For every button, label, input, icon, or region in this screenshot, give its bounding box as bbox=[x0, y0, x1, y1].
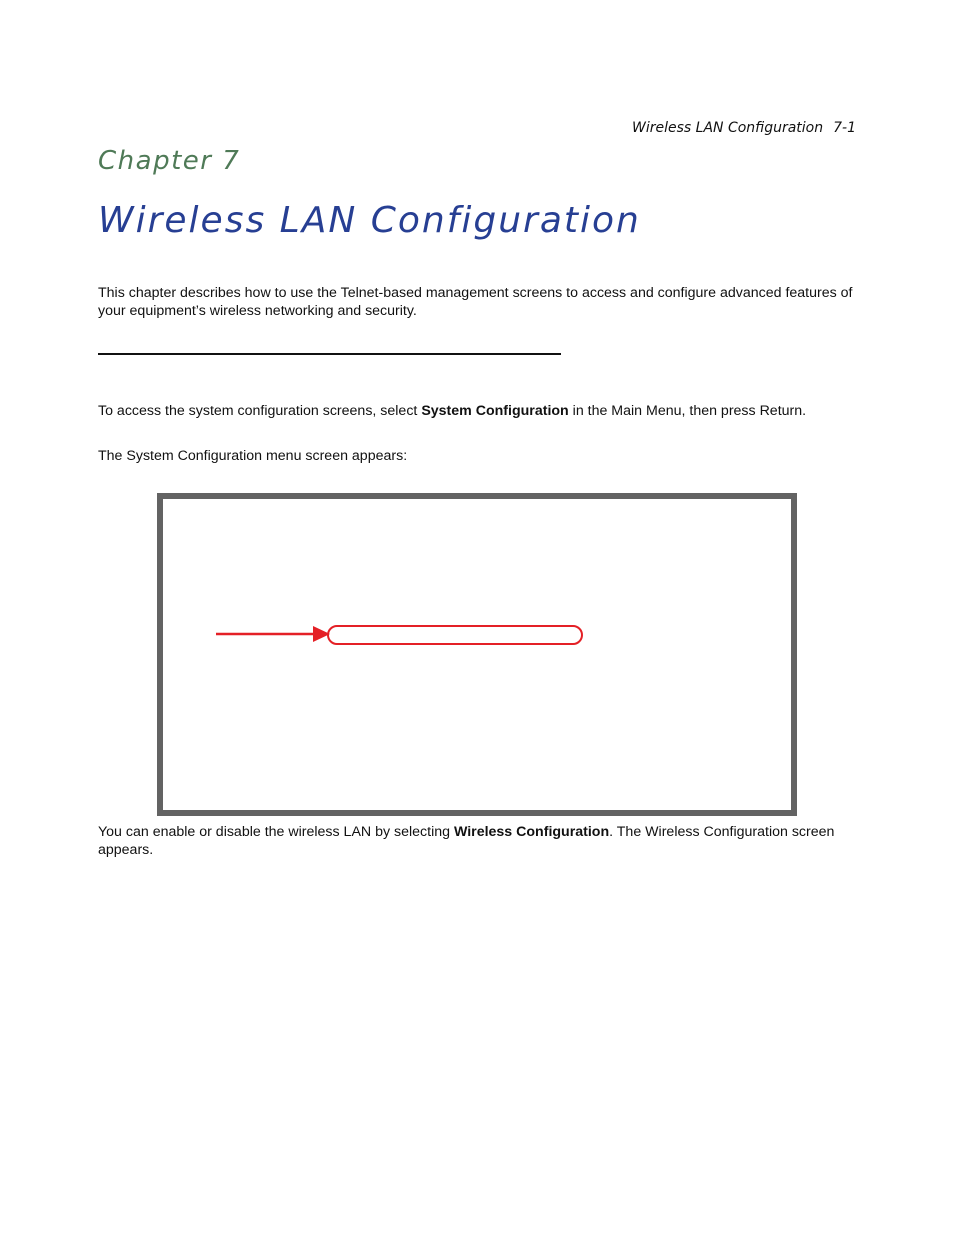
system-configuration-screen-figure bbox=[157, 493, 797, 816]
enable-text-end: . The Wireless Configuration screen appears. bbox=[98, 824, 835, 858]
menu-item-highlight bbox=[327, 625, 583, 645]
intro-paragraph: This chapter describes how to use the Telnet-based management screens to access and configure advanced features of your equipment’s wireless networking and security. bbox=[98, 285, 853, 319]
access-text-start: To access the system configuration screens, select bbox=[98, 403, 422, 419]
chapter-label: Chapter 7 bbox=[98, 146, 241, 176]
callout-arrow-icon bbox=[163, 499, 791, 810]
wireless-configuration-term: Wireless Configuration bbox=[453, 824, 610, 840]
enable-text-start: You can enable or disable the wireless LAN by selecting bbox=[98, 824, 454, 840]
page-number: 7-1 bbox=[833, 120, 856, 136]
running-header bbox=[632, 120, 856, 136]
chapter-title: Wireless LAN Configuration bbox=[98, 200, 641, 241]
access-text-end: in the Main Menu, then press Return. bbox=[568, 403, 807, 419]
enable-paragraph bbox=[98, 823, 854, 859]
section-divider bbox=[98, 353, 561, 355]
system-configuration-term: System Configuration bbox=[421, 403, 569, 419]
menu-appears-paragraph: The System Configuration menu screen appears: bbox=[98, 448, 408, 464]
running-header-title: Wireless LAN Configuration bbox=[632, 120, 824, 136]
access-paragraph bbox=[98, 402, 854, 420]
